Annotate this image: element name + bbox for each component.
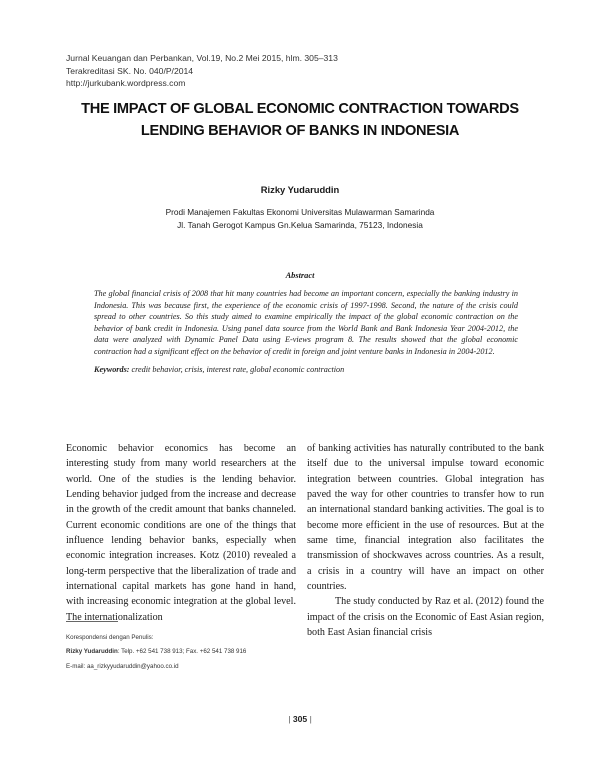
footnote-author: Rizky Yudaruddin xyxy=(66,648,118,656)
page-number-separator: | xyxy=(288,714,291,724)
affiliation-line-1: Prodi Manajemen Fakultas Ekonomi Universitas Mulawarman Samarinda xyxy=(165,207,435,217)
body-paragraph: The study conducted by Raz et al. (2012) found the impact of the crisis on the Economic of East Asian region, both East Asian financial crisis xyxy=(307,596,544,639)
journal-header xyxy=(66,52,338,90)
author-name: Rizky Yudaruddin xyxy=(260,184,340,195)
keywords-text: credit behavior, crisis, interest rate, global economic contraction xyxy=(129,365,345,374)
page-number xyxy=(0,714,600,724)
footnote-email[interactable]: E-mail: aa_rizkyyudaruddin@yahoo.co.id xyxy=(66,662,179,670)
keywords-label: Keywords: xyxy=(94,365,130,374)
abstract-text: The global financial crisis of 2008 that hit many countries had become an important concern, especially the banking industry in Indonesia. This was because first, the experience of the economic crisis of 1997-1998. Second, the nature of the crisis could spread to other countries. So this study aimed to examine empirically the impact of the global economic contraction on the behavior of bank credit in Indonesia. Using panel data source from the World Bank and Bank Indonesia Year 2004-2012, the data were analyzed with Dynamic Panel Data using E-views program 8. The results showed that the global economic contraction had a significant effect on the behavior of credit in foreign and joint venture banks in Indonesia in 2004-2012. xyxy=(94,289,518,356)
author-affiliation xyxy=(0,206,600,232)
body-column-right xyxy=(307,441,544,640)
footnote-correspondence: Korespondensi dengan Penulis: xyxy=(66,634,154,641)
page-number-value: 305 xyxy=(292,714,308,724)
keywords xyxy=(94,364,518,376)
journal-citation: Jurnal Keuangan dan Perbankan, Vol.19, No.2 Mei 2015, hlm. 305–313 xyxy=(66,53,338,63)
footnote-phone: : Telp. +62 541 738 913; Fax. +62 541 738 916 xyxy=(117,648,247,656)
footnote xyxy=(66,631,246,674)
paper-title-line-2: LENDING BEHAVIOR OF BANKS IN INDONESIA xyxy=(140,123,460,139)
page-number-separator: | xyxy=(309,714,312,724)
journal-url[interactable]: http://jurkubank.wordpress.com xyxy=(66,78,186,89)
body-paragraph: Economic behavior economics has become an interesting study from many world researchers at the world. One of the studies is the lending behavior. Lending behavior judged from the increase and decrease in the growth of the credit amount that banks channeled. Current economic conditions are one of the things that influence lending behavior banks, especially when economic integration increases. Kotz (2010) revealed a long-term perspective that the liberalization of trade and international capital markets has gone hand in hand, with increasing economic integration at the global level. The internationalization xyxy=(66,443,296,623)
journal-accreditation: Terakreditasi SK. No. 040/P/2014 xyxy=(66,65,194,76)
paper-title xyxy=(40,98,560,142)
footnote-contact xyxy=(66,645,246,659)
abstract-heading: Abstract xyxy=(285,271,315,280)
affiliation-line-2: Jl. Tanah Gerogot Kampus Gn.Kelua Samarinda, 75123, Indonesia xyxy=(177,220,423,230)
footnote-divider xyxy=(66,621,118,622)
body-paragraph: of banking activities has naturally contributed to the bank itself due to the universal impulse toward economic integration between countries. Global integration has paved the way for other countries to transfer how to run an international standard banking activities. The goal is to become more efficient in the use of resources. But at the same time, financial integration also facilitates the transmission of shockwaves across countries. As a result, a crisis in a country will have an impact on other countries. xyxy=(307,443,544,593)
body-column-left xyxy=(66,441,296,625)
paper-title-line-1: THE IMPACT OF GLOBAL ECONOMIC CONTRACTION TOWARDS xyxy=(81,101,519,117)
abstract-body xyxy=(94,288,518,358)
